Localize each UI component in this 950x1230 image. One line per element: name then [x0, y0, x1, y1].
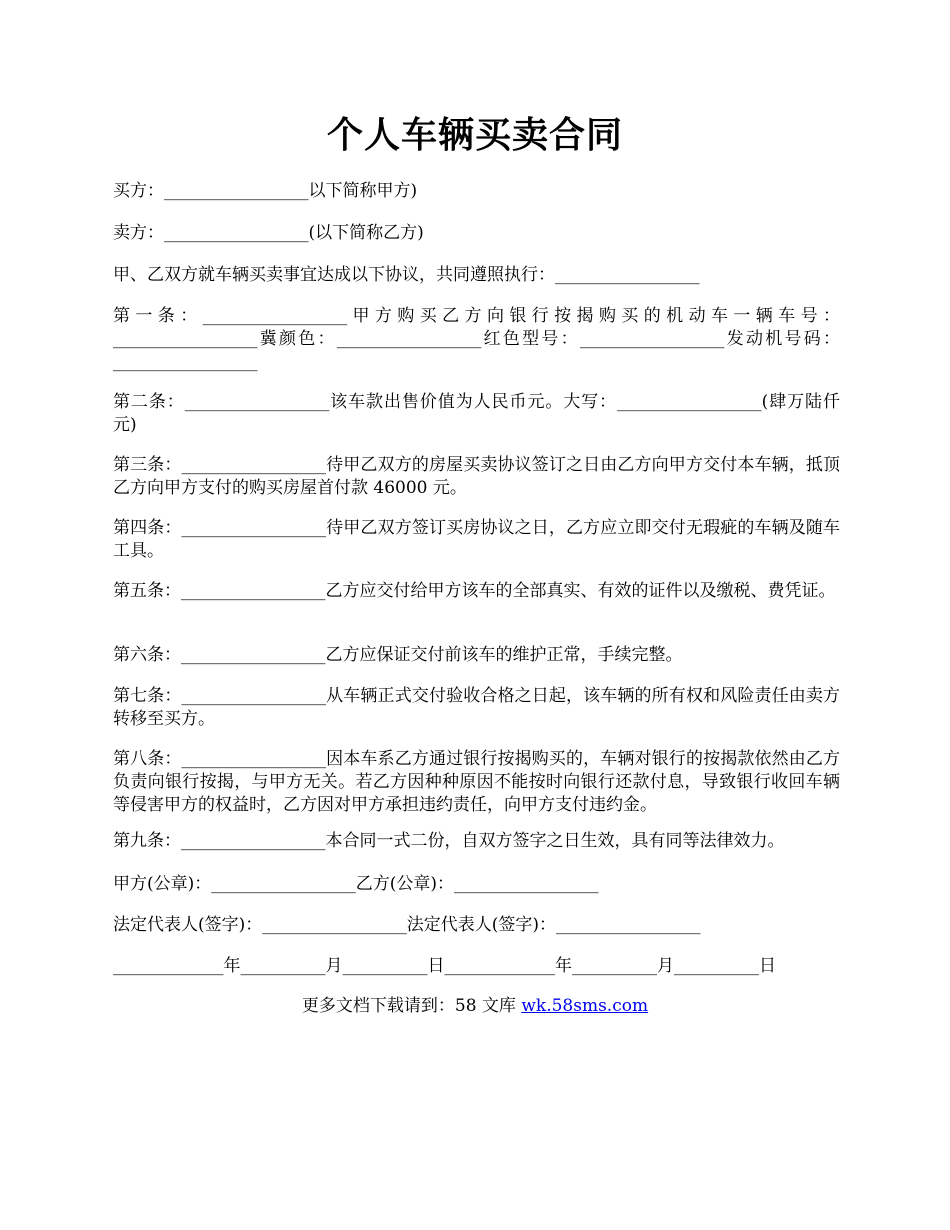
article-7: 第七条：_________________从车辆正式交付验收合格之日起，该车辆的所有权和风险责任由卖方转移至买方。 [113, 686, 840, 729]
document-title: 个人车辆买卖合同 [326, 115, 623, 156]
article-1: 第一条：_________________甲方购买乙方向银行按揭购买的机动车一辆车号：_________________冀颜色：_________________红色型号：_________________发动机号码：_________________ [113, 306, 840, 372]
article-3: 第三条：_________________待甲乙双方的房屋买卖协议签订之日由乙方向甲方交付本车辆，抵顶乙方向甲方支付的购买房屋首付款 46000 元。 [113, 455, 840, 498]
article-8: 第八条：_________________因本车系乙方通过银行按揭购买的，车辆对银行的按揭款依然由乙方负责向银行按揭，与甲方无关。若乙方因种种原因不能按时向银行还款付息，导致银行收回车辆等侵害甲方的权益时，乙方因对甲方承担违约责任，向甲方支付违约金。 [113, 749, 840, 815]
footer-text: 更多文档下载请到：58 文库 [301, 996, 522, 1016]
article-5: 第五条：_________________乙方应交付给甲方该车的全部真实、有效的证件以及缴税、费凭证。 [113, 581, 836, 601]
seller-line: 卖方：_________________(以下简称乙方) [113, 223, 424, 243]
date-line: _____________年__________月__________日_____________年__________月__________日 [113, 956, 776, 976]
footer [0, 995, 950, 1018]
article-9: 第九条：_________________本合同一式二份，自双方签字之日生效，具有同等法律效力。 [113, 831, 785, 851]
agreement-intro: 甲、乙双方就车辆买卖事宜达成以下协议，共同遵照执行：_________________ [113, 265, 700, 285]
party-seals-line: 甲方(公章)：_________________乙方(公章)：_________________ [113, 874, 599, 894]
article-6: 第六条：_________________乙方应保证交付前该车的维护正常，手续完整。 [113, 645, 683, 665]
buyer-line: 买方：_________________以下简称甲方) [113, 181, 418, 201]
article-4: 第四条：_________________待甲乙双方签订买房协议之日，乙方应立即交付无瑕疵的车辆及随车工具。 [113, 518, 840, 561]
article-2: 第二条：_________________该车款出售价值为人民币元。大写：_________________(肆万陆仟元) [113, 392, 840, 435]
footer-link[interactable]: wk.58sms.com [521, 996, 649, 1016]
legal-rep-signature-line: 法定代表人(签字)：_________________法定代表人(签字)：_________________ [113, 915, 701, 935]
